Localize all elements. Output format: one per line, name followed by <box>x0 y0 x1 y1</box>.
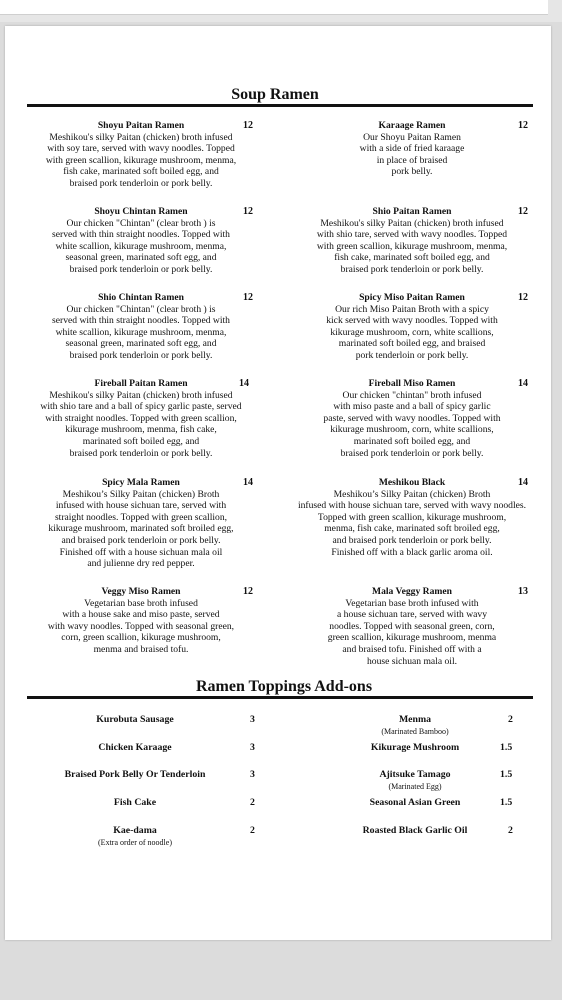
topping-name: Roasted Black Garlic Oil <box>362 825 468 836</box>
menu-item-mala-veggy <box>296 586 528 667</box>
item-name: Shoyu Chintan Ramen <box>94 206 188 217</box>
menu-item-veggy-miso <box>25 586 257 656</box>
topping-name: Fish Cake <box>113 797 157 808</box>
item-name: Shio Chintan Ramen <box>98 292 184 303</box>
topping-name: Kikurage Mushroom <box>370 742 460 753</box>
topping-braised-pork <box>45 769 265 781</box>
item-name: Shoyu Paitan Ramen <box>97 120 185 131</box>
item-description: Our chicken "Chintan" (clear broth ) is served with thin straight noodles. Topped with white scallion, kikurage mushroom, menma, seasonal green, marinated soft egg, and braised pork tenderloin or pork belly. <box>52 217 230 275</box>
menu-item-shio-paitan <box>296 206 528 276</box>
menu-item-shoyu-paitan <box>25 120 257 190</box>
topping-note: (Marinated Egg) <box>388 782 442 791</box>
item-description: Our chicken "chintan" broth infused with miso paste and a ball of spicy garlic paste, served with wavy noodles. Topped with kikurage mushroom, corn, white scallions, marinated soft boiled egg, and braised pork tenderloin or pork belly. <box>323 389 501 459</box>
item-price: 14 <box>518 378 528 389</box>
menu-page <box>5 26 551 940</box>
item-name: Spicy Miso Paitan Ramen <box>359 292 465 303</box>
heading-divider <box>27 104 533 107</box>
item-price: 14 <box>243 477 253 488</box>
item-name: Spicy Mala Ramen <box>102 477 180 488</box>
item-name: Karaage Ramen <box>378 120 446 131</box>
menu-item-spicy-mala <box>25 477 257 570</box>
topping-name: Seasonal Asian Green <box>369 797 461 808</box>
item-description: Vegetarian base broth infused with a house sichuan tare, served with wavy noodles. Topped with seasonal green, corn, green scallion, kikurage mushroom, menma and braised tofu. Finished off with a house sichuan mala oil. <box>327 597 497 667</box>
item-price: 12 <box>243 120 253 131</box>
topping-kae-dama <box>45 825 265 849</box>
item-price: 12 <box>518 206 528 217</box>
item-name: Fireball Paitan Ramen <box>94 378 188 389</box>
topping-price: 2 <box>250 797 255 808</box>
topping-name: Ajitsuke Tamago <box>379 769 451 780</box>
topping-name: Kurobuta Sausage <box>96 714 174 725</box>
item-name: Meshikou Black <box>378 477 446 488</box>
topping-chicken-karaage <box>45 742 265 754</box>
topping-name: Menma <box>398 714 432 725</box>
item-price: 14 <box>518 477 528 488</box>
topping-name: Chicken Karaage <box>98 742 172 753</box>
toppings-heading: Ramen Toppings Add-ons <box>195 678 373 695</box>
item-description: Meshikou's silky Paitan (chicken) broth infused with shio tare and a ball of spicy garlic paste, served with straight noodles. Topped with green scallion, kikurage mushroom, menma, fish cake, marinated soft boiled egg, and braised pork tenderloin or pork belly. <box>40 389 242 459</box>
item-description: Our rich Miso Paitan Broth with a spicy kick served with wavy noodles. Topped with kikurage mushroom, corn, white scallions, marinated soft boiled egg, and braised pork tenderloin or pork belly. <box>326 303 498 361</box>
topping-kikurage-mushroom <box>335 742 525 754</box>
topping-price: 3 <box>250 714 255 725</box>
topping-note: (Extra order of noodle) <box>98 838 172 847</box>
topping-note: (Marinated Bamboo) <box>381 727 449 736</box>
topping-price: 1.5 <box>500 769 513 780</box>
topping-price: 3 <box>250 769 255 780</box>
topping-name: Kae-dama <box>113 825 157 836</box>
topping-fish-cake <box>45 797 265 809</box>
item-description: Meshikou’s Silky Paitan (chicken) Broth infused with house sichuan tare, served with wavy noodles. Topped with green scallion, kikurage mushroom, menma, fish cake, marinated soft broiled egg, and braised pork tenderloin or pork belly. Finished off with a black garlic aroma oil. <box>297 488 527 558</box>
topping-seasonal-asian-green <box>335 797 525 809</box>
item-description: Meshikou’s Silky Paitan (chicken) Broth infused with house sichuan tare, served with straight noodles. Topped with green scallion, kikurage mushroom, marinated soft broiled egg, and braised pork tenderloin or pork belly. Finished off with a house sichuan mala oil and julienne dry red pepper. <box>48 488 234 570</box>
item-price: 12 <box>243 206 253 217</box>
soup-ramen-heading: Soup Ramen <box>231 86 319 103</box>
item-name: Fireball Miso Ramen <box>368 378 456 389</box>
previous-page-edge <box>0 0 548 15</box>
topping-price: 1.5 <box>500 742 513 753</box>
item-name: Mala Veggy Ramen <box>372 586 452 597</box>
topping-price: 2 <box>508 825 513 836</box>
topping-roasted-black-garlic-oil <box>335 825 525 837</box>
toppings-divider <box>27 696 533 699</box>
menu-item-karaage <box>296 120 528 178</box>
menu-item-meshikou-black <box>296 477 528 558</box>
item-price: 12 <box>518 120 528 131</box>
menu-item-fireball-miso <box>296 378 528 459</box>
topping-name: Braised Pork Belly Or Tenderloin <box>64 769 206 780</box>
topping-ajitsuke-tamago <box>335 769 525 793</box>
topping-menma <box>335 714 525 738</box>
item-name: Veggy Miso Ramen <box>101 586 181 597</box>
item-price: 12 <box>518 292 528 303</box>
topping-price: 3 <box>250 742 255 753</box>
topping-price: 2 <box>250 825 255 836</box>
menu-item-shoyu-chintan <box>25 206 257 276</box>
item-description: Vegetarian base broth infused with a house sake and miso paste, served with wavy noodles. Topped with seasonal green, corn, green scallion, kikurage mushroom, menma and braised tofu. <box>47 597 235 655</box>
item-price: 14 <box>239 378 249 389</box>
item-description: Meshikou's silky Paitan (chicken) broth infused with soy tare, served with wavy noodles. Topped with green scallion, kikurage mushroom, menma, fish cake, marinated soft boiled egg, and braised pork tenderloin or pork belly. <box>45 131 237 189</box>
item-description: Our Shoyu Paitan Ramen with a side of fried karaage in place of braised pork belly. <box>359 131 465 178</box>
item-name: Shio Paitan Ramen <box>372 206 452 217</box>
item-price: 12 <box>243 586 253 597</box>
item-price: 12 <box>243 292 253 303</box>
topping-kurobuta-sausage <box>45 714 265 726</box>
menu-item-spicy-miso-paitan <box>296 292 528 362</box>
item-description: Meshikou's silky Paitan (chicken) broth infused with shio tare, served with wavy noodles. Topped with green scallion, kikurage mushroom, menma, fish cake, marinated soft boiled egg, and braised pork tenderloin or pork belly. <box>316 217 508 275</box>
menu-item-fireball-paitan <box>25 378 257 459</box>
item-price: 13 <box>518 586 528 597</box>
item-description: Our chicken "Chintan" (clear broth ) is served with thin straight noodles. Topped with white scallion, kikurage mushroom, menma, seasonal green, marinated soft egg, and braised pork tenderloin or pork belly. <box>52 303 230 361</box>
topping-price: 2 <box>508 714 513 725</box>
topping-price: 1.5 <box>500 797 513 808</box>
menu-item-shio-chintan <box>25 292 257 362</box>
